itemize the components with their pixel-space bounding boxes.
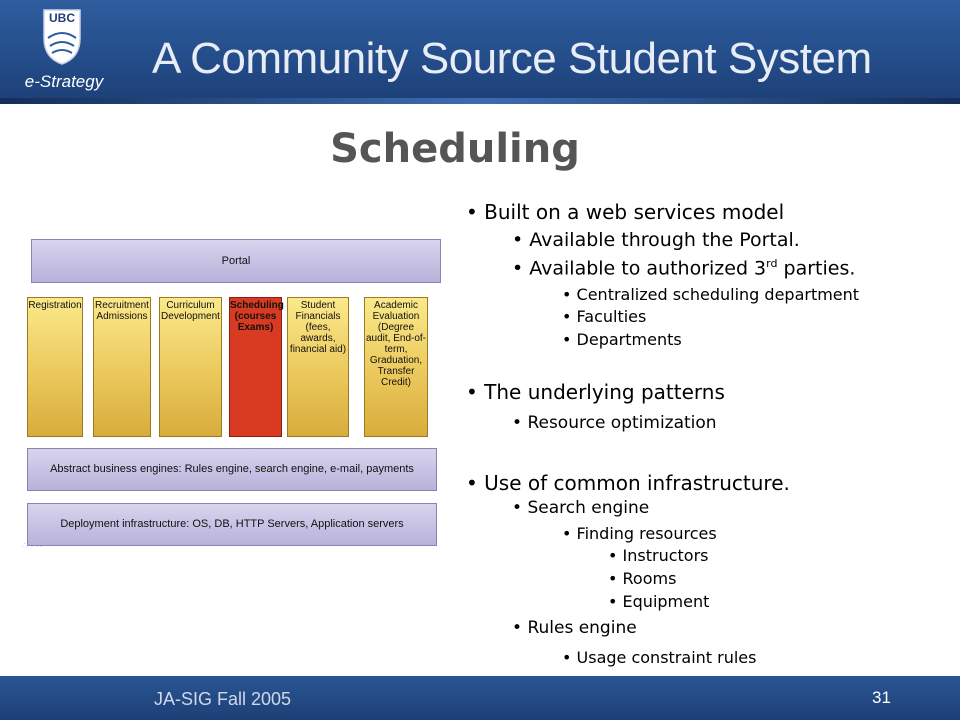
logo-subtitle: e-Strategy — [24, 72, 104, 91]
bullet-item: • Built on a web services model — [466, 200, 785, 224]
module-recruitment — [93, 297, 151, 437]
deployment-infrastructure-box — [27, 503, 437, 546]
bullet-item: • Search engine — [512, 498, 650, 518]
portal-label: Portal — [221, 255, 251, 267]
bullet-item: • The underlying patterns — [466, 380, 725, 404]
bullet-item: • Finding resources — [562, 524, 717, 543]
bullet-item: • Available through the Portal. — [512, 229, 800, 251]
infrastructure-label: Deployment infrastructure: OS, DB, HTTP Servers, Application servers — [60, 518, 404, 530]
bullet-item: • Faculties — [562, 307, 647, 326]
module-student-financials — [287, 297, 349, 437]
module-label: Recruitment Admissions — [95, 300, 149, 322]
module-curriculum — [159, 297, 222, 437]
faint-mark: ∴ ∵ ∴ — [22, 541, 42, 550]
module-label: Scheduling (courses Exams) — [230, 300, 284, 333]
bullet-item: • Rules engine — [512, 618, 637, 638]
bullet-item: • Rooms — [608, 569, 677, 588]
business-engines-box — [27, 448, 437, 491]
module-registration — [27, 297, 83, 437]
module-label: Registration — [28, 300, 82, 311]
bullet-item: • Centralized scheduling department — [562, 285, 860, 304]
module-academic-evaluation — [364, 297, 428, 437]
bullet-item: • Use of common infrastructure. — [466, 471, 790, 495]
footer-event: JA-SIG Fall 2005 — [154, 689, 292, 709]
bullet-item: • Instructors — [608, 546, 709, 565]
bullet-item: • Equipment — [608, 592, 710, 611]
bullet-item: • Resource optimization — [512, 413, 717, 433]
module-label: Academic Evaluation (Degree audit, End-of-term, Graduation, Transfer Credit) — [365, 300, 427, 388]
logo-text: UBC — [49, 11, 75, 25]
module-scheduling — [229, 297, 282, 437]
bullet-item: • Departments — [562, 330, 682, 349]
module-label: Curriculum Development — [161, 300, 220, 322]
presentation-title: A Community Source Student System — [152, 34, 872, 83]
module-label: Student Financials (fees, awards, financial aid) — [289, 300, 347, 355]
portal-box — [31, 239, 441, 283]
bullet-item: • Available to authorized 3rd parties. — [512, 257, 856, 280]
page-number: 31 — [872, 688, 891, 707]
bullet-item: • Usage constraint rules — [562, 648, 757, 667]
slide-footer — [0, 676, 960, 720]
header-stripe — [0, 98, 960, 104]
engines-label: Abstract business engines: Rules engine, search engine, e-mail, payments — [50, 463, 414, 475]
ubc-logo — [14, 8, 114, 100]
slide-title: Scheduling — [330, 126, 580, 172]
